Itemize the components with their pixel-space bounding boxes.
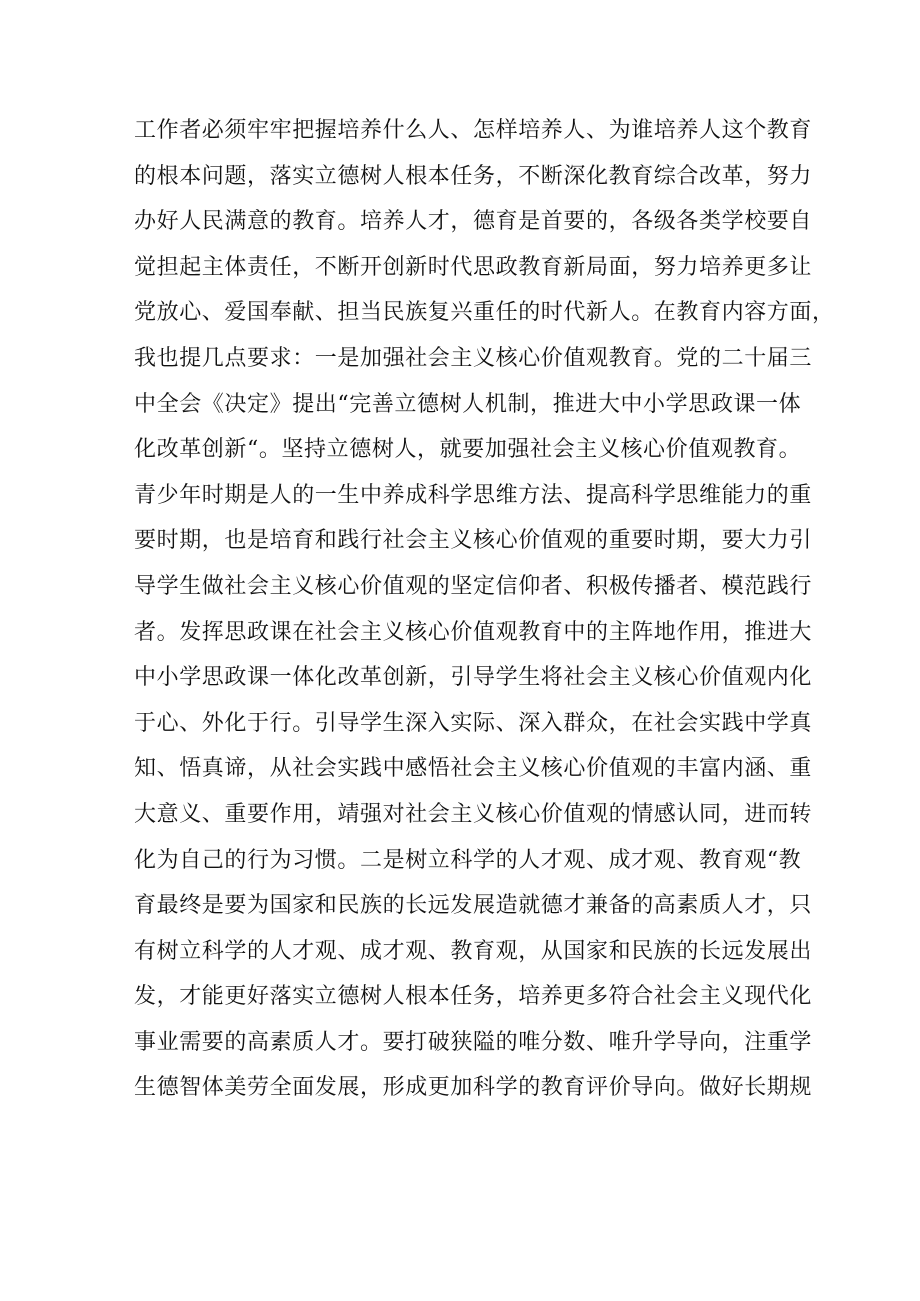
- text-line: 的根本问题，落实立德树人根本任务，不断深化教育综合改革，努力: [134, 163, 813, 189]
- text-line: 有树立科学的人才观、成才观、教育观，从国家和民族的长远发展出: [134, 938, 813, 964]
- text-line: 中全会《决定》提出“完善立德树人机制，推进大中小学思政课一体: [134, 391, 802, 417]
- text-line: 觉担起主体责任，不断开创新时代思政教育新局面，努力培养更多让: [134, 254, 813, 280]
- text-line: 于心、外化于行。引导学生深入实际、深入群众，在社会实践中学真: [134, 710, 813, 736]
- text-line: 工作者必须牢牢把握培养什么人、怎样培养人、为谁培养人这个教育: [134, 118, 813, 143]
- text-line: 党放心、爱国奉献、担当民族复兴重任的时代新人。在教育内容方面，: [134, 300, 835, 326]
- text-line: 发，才能更好落实立德树人根本任务，培养更多符合社会主义现代化: [134, 984, 813, 1010]
- text-line: 育最终是要为国家和民族的长远发展造就德才兼备的高素质人才，只: [134, 893, 813, 919]
- text-line: 大意义、重要作用，靖强对社会主义核心价值观的情感认同，进而转: [134, 801, 813, 827]
- text-line: 我也提几点要求：一是加强社会主义核心价值观教育。党的二十届三: [134, 345, 813, 371]
- text-line: 要时期，也是培育和践行社会主义核心价值观的重要时期，要大力引: [134, 528, 813, 554]
- text-line: 导学生做社会主义核心价值观的坚定信仰者、积极传播者、模范践行: [134, 573, 813, 599]
- text-line: 者。发挥思政课在社会主义核心价值观教育中的主阵地作用，推进大: [134, 619, 813, 645]
- text-line: 事业需要的高素质人才。要打破狭隘的唯分数、唯升学导向，注重学: [134, 1029, 813, 1055]
- text-line: 生德智体美劳全面发展，形成更加科学的教育评价导向。做好长期规: [134, 1075, 813, 1101]
- text-line: 办好人民满意的教育。培养人才，德育是首要的，各级各类学校要自: [134, 209, 813, 235]
- body-text: [134, 108, 835, 1111]
- text-line: 青少年时期是人的一生中养成科学思维方法、提高科学思维能力的重: [134, 482, 813, 508]
- text-line: 知、悟真谛，从社会实践中感悟社会主义核心价值观的丰富内涵、重: [134, 756, 813, 782]
- text-line: 中小学思政课一体化改革创新，引导学生将社会主义核心价值观内化: [134, 665, 813, 691]
- text-line: 化改革创新“。坚持立德树人，就要加强社会主义核心价值观教育。: [134, 437, 802, 463]
- text-line: 化为自己的行为习惯。二是树立科学的人才观、成才观、教育观“教: [134, 847, 802, 873]
